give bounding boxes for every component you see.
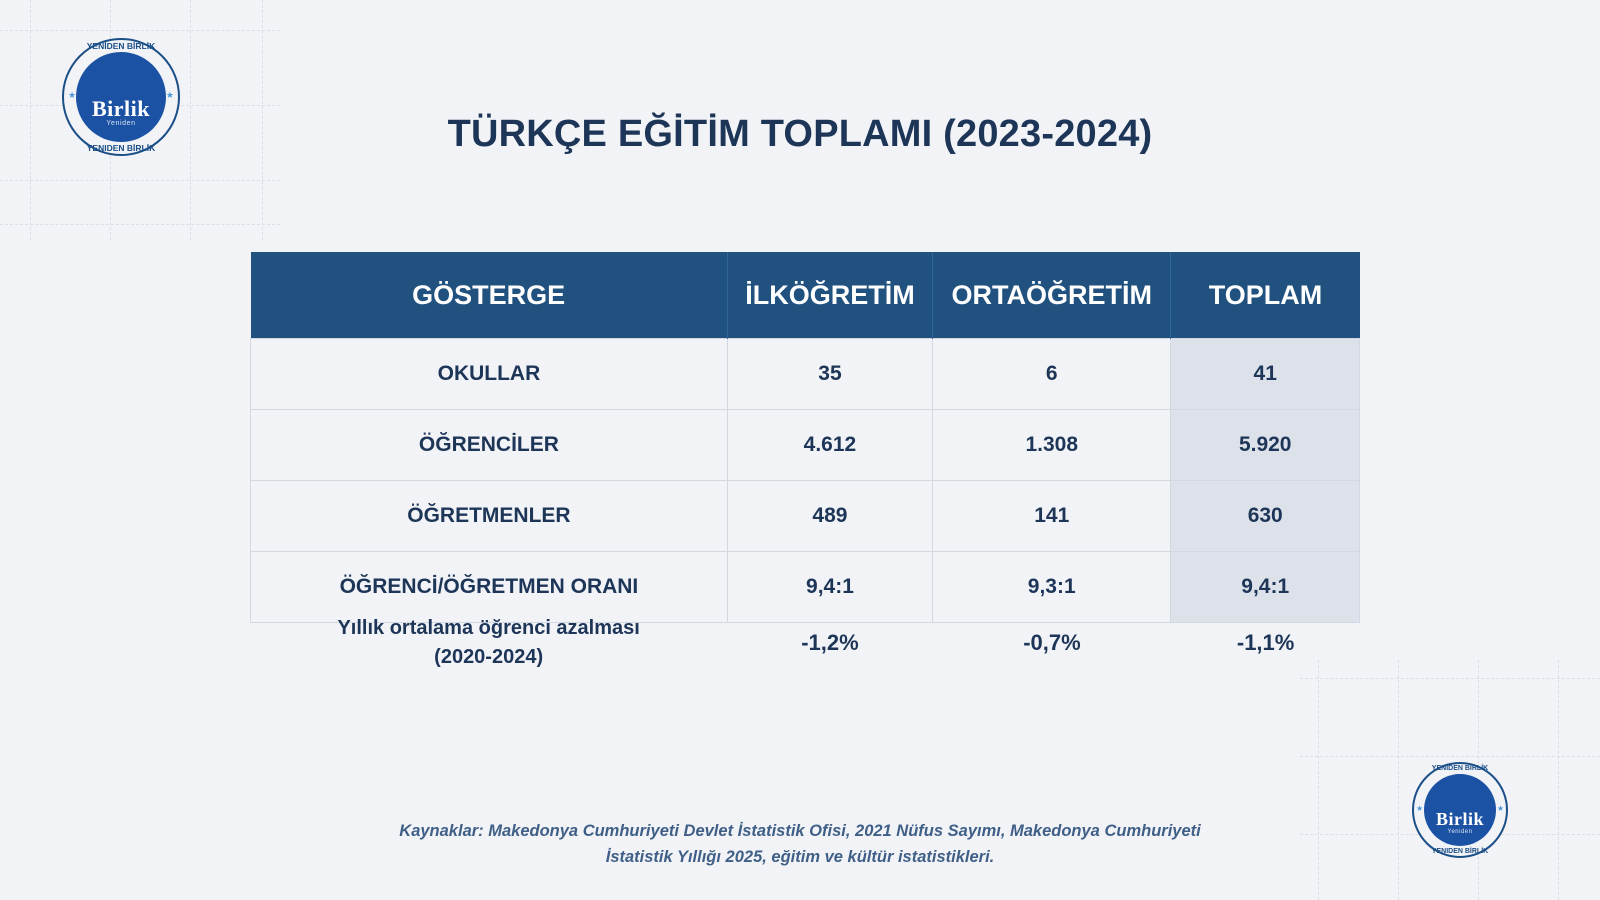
cell-schools-primary: 35 [727, 339, 932, 410]
annual-decline-total: -1,1% [1236, 630, 1295, 655]
logo-star-right-icon: ★ [1496, 804, 1504, 813]
annual-decline-secondary: -0,7% [1023, 630, 1081, 655]
table-row [251, 410, 1360, 481]
sources-note [0, 818, 1600, 871]
table-row [251, 552, 1360, 623]
logo-brand-text: Birlik [1435, 809, 1484, 829]
annual-decline-label-line2: (2020-2024) [434, 646, 544, 668]
cell-students-total: 5.920 [1171, 410, 1360, 481]
column-header-secondary-education: ORTAÖĞRETİM [933, 252, 1171, 339]
cell-students-secondary: 1.308 [933, 410, 1171, 481]
column-header-total: TOPLAM [1171, 252, 1360, 339]
annual-decline-label-line1: Yıllık ortalama öğrenci azalması [337, 617, 640, 639]
cell-teachers-primary: 489 [727, 481, 932, 552]
cell-ratio-primary: 9,4:1 [727, 552, 932, 623]
logo-arc-bottom-text: YENIDEN BİRLİK [1431, 848, 1489, 855]
logo-star-left-icon: ★ [1416, 804, 1424, 813]
sources-line-1: Kaynaklar: Makedonya Cumhuriyeti Devlet İstatistik Ofisi, 2021 Nüfus Sayımı, Makedonya Cumhuriyeti [399, 822, 1201, 840]
logo-brand-subtext: Yeniden [106, 120, 136, 127]
page-title: TÜRKÇE EĞİTİM TOPLAMI (2023-2024) [447, 113, 1153, 156]
cell-teachers-secondary: 141 [933, 481, 1171, 552]
statistics-table [250, 252, 1360, 623]
column-header-primary-education: İLKÖĞRETİM [727, 252, 932, 339]
logo-star-left-icon: ★ [68, 90, 77, 100]
table-header [251, 252, 1360, 339]
table-body [251, 339, 1360, 623]
logo-brand-subtext: Yeniden [1447, 829, 1473, 835]
cell-ratio-secondary: 9,3:1 [933, 552, 1171, 623]
logo-arc-bottom-text: YENIDEN BİRLİK [86, 143, 156, 153]
column-header-indicator: GÖSTERGE [251, 252, 728, 339]
logo-arc-top-text: YENİDEN BİRLİK [86, 41, 156, 51]
logo-arc-top-text: YENİDEN BİRLİK [1431, 765, 1489, 772]
row-label-students: ÖĞRENCİLER [251, 410, 728, 481]
logo-brand-text: Birlik [91, 96, 150, 121]
row-label-schools: OKULLAR [251, 339, 728, 410]
cell-schools-secondary: 6 [933, 339, 1171, 410]
table-row [251, 481, 1360, 552]
annual-decline-label [250, 614, 727, 672]
cell-ratio-total: 9,4:1 [1171, 552, 1360, 623]
statistics-table-container [250, 252, 1360, 623]
sources-line-2: İstatistik Yıllığı 2025, eğitim ve kültür istatistikleri. [605, 848, 995, 867]
row-label-teachers: ÖĞRETMENLER [251, 481, 728, 552]
row-label-student-teacher-ratio: ÖĞRENCİ/ÖĞRETMEN ORANI [251, 552, 728, 623]
annual-decline-row [250, 614, 1360, 672]
cell-teachers-total: 630 [1171, 481, 1360, 552]
annual-decline-primary: -1,2% [801, 630, 859, 655]
cell-students-primary: 4.612 [727, 410, 932, 481]
table-row [251, 339, 1360, 410]
table-header-row [251, 252, 1360, 339]
logo-star-right-icon: ★ [165, 90, 174, 100]
cell-schools-total: 41 [1171, 339, 1360, 410]
